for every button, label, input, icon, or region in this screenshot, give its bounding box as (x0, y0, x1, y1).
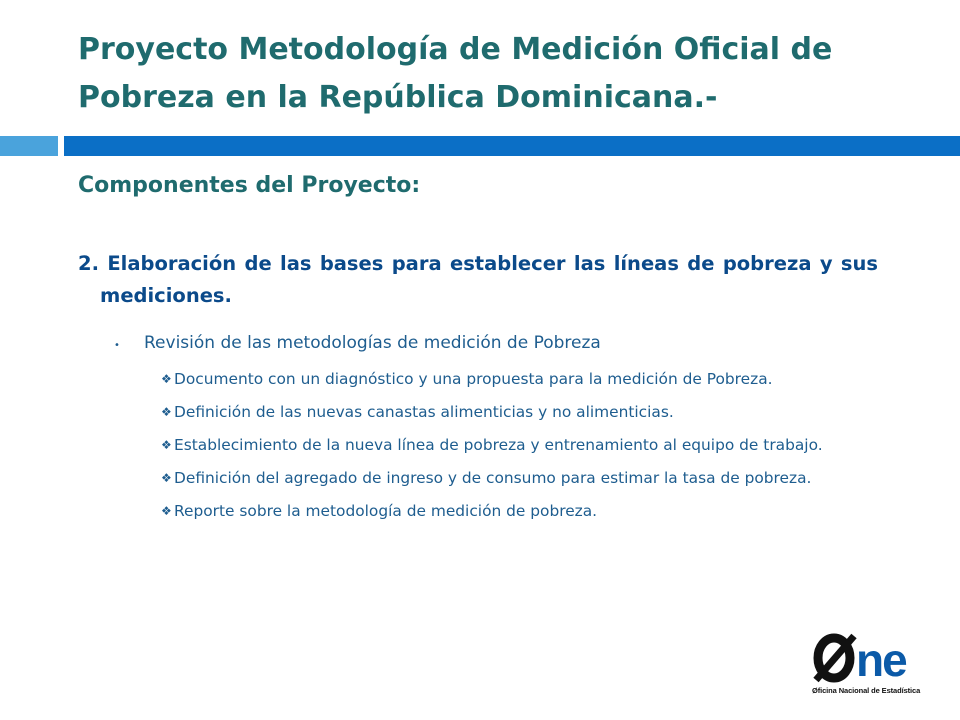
list-item-text: Definición de las nuevas canastas alimenticias y no alimenticias. (174, 403, 674, 421)
deliverables-list (161, 366, 878, 531)
diamond-bullet-icon: ❖ (161, 372, 172, 386)
logo-ne-text: ne (856, 634, 906, 684)
section-subtitle: Componentes del Proyecto: (78, 173, 421, 198)
list-item-text: Establecimiento de la nueva línea de pobreza y entrenamiento al equipo de trabajo. (174, 436, 823, 454)
list-item-text: Definición del agregado de ingreso y de consumo para estimar la tasa de pobreza. (174, 469, 812, 487)
component-heading: 2. Elaboración de las bases para establecer las líneas de pobreza y sus mediciones. (78, 252, 878, 307)
slide-title (78, 26, 938, 122)
list-item (161, 498, 878, 524)
list-item (161, 465, 878, 491)
subitem (114, 330, 894, 359)
title-rule (64, 136, 960, 156)
slide-title-line-1: Proyecto Metodología de Medición Oficial de (78, 32, 833, 67)
list-item (161, 399, 878, 425)
one-logo-mark (812, 632, 928, 684)
list-item-text: Documento con un diagnóstico y una propuesta para la medición de Pobreza. (174, 370, 773, 388)
list-item-text: Reporte sobre la metodología de medición de pobreza. (174, 502, 598, 520)
title-rule-accent (0, 136, 58, 156)
slide-title-line-2: Pobreza en la República Dominicana.- (78, 80, 718, 115)
bullet-dot-icon: • (114, 340, 120, 351)
subitem-label: Revisión de las metodologías de medición de Pobreza (144, 333, 601, 353)
diamond-bullet-icon: ❖ (161, 405, 172, 419)
diamond-bullet-icon: ❖ (161, 438, 172, 452)
one-logo (812, 632, 928, 698)
logo-caption: Øficina Nacional de Estadística (812, 686, 921, 695)
list-item (161, 432, 878, 458)
list-item (161, 366, 878, 392)
diamond-bullet-icon: ❖ (161, 504, 172, 518)
diamond-bullet-icon: ❖ (161, 471, 172, 485)
